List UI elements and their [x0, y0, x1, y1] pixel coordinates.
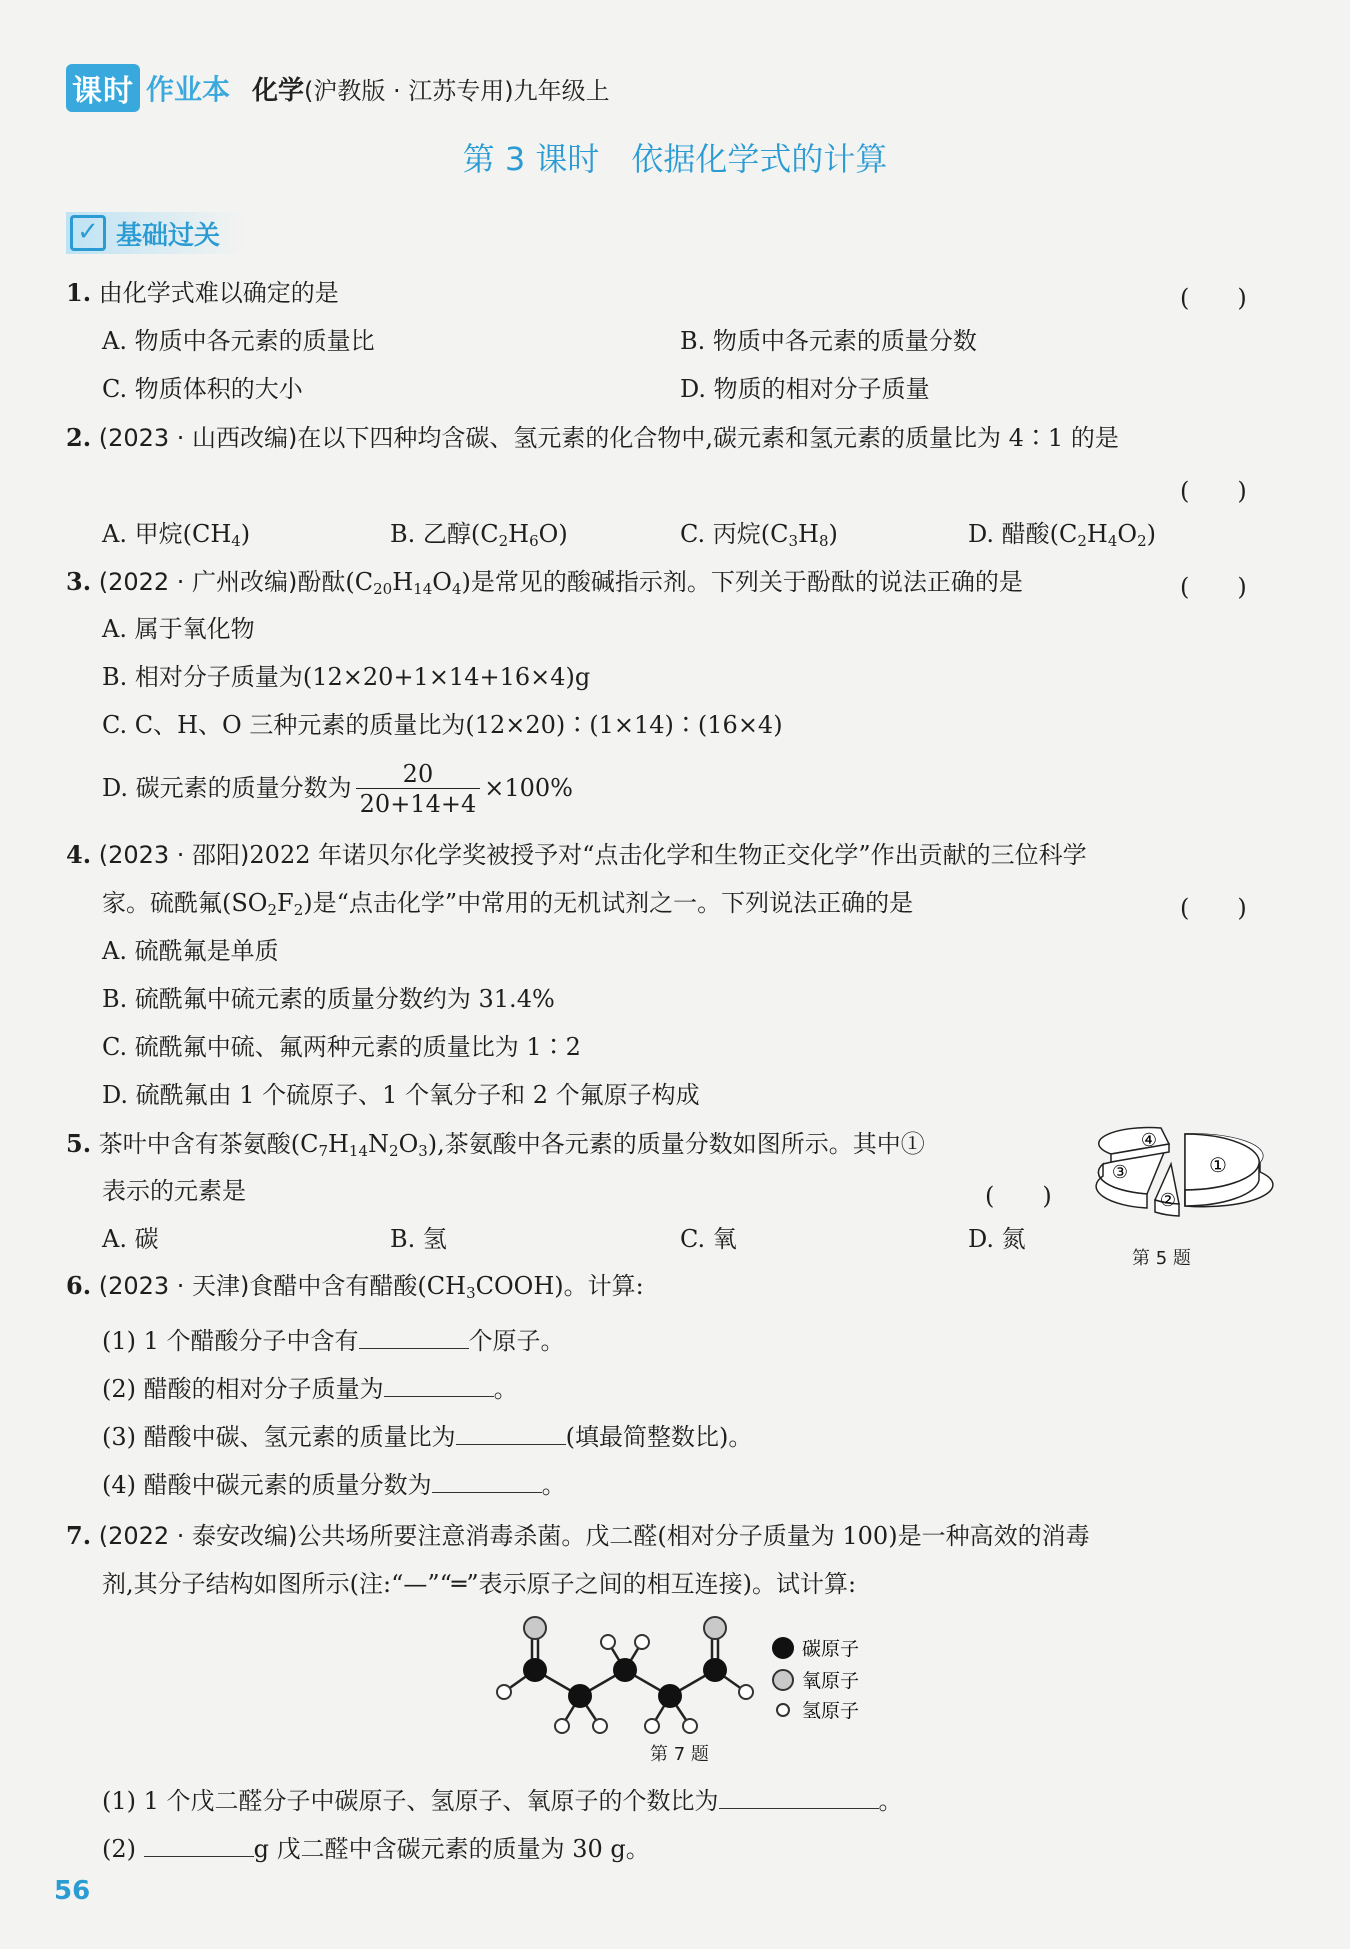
brand-logo: 课时 — [66, 64, 140, 112]
hydrogen-atom — [739, 1685, 753, 1699]
carbon-atom — [613, 1658, 637, 1682]
section-badge — [66, 212, 244, 254]
q5-option-c: C. 氧 — [680, 1225, 737, 1253]
q2-option-c: C. 丙烷$(C_3H_8)$ — [680, 520, 838, 550]
answer-blank[interactable] — [456, 1420, 566, 1445]
q6-part1: (1) 1 个醋酸分子中含有 个原子。 — [102, 1324, 565, 1356]
q5-option-d: D. 氮 — [968, 1225, 1026, 1253]
q1-option-d: D. 物质的相对分子质量 — [680, 375, 930, 403]
q4-option-b: B. 硫酰氟中硫元素的质量分数约为 31.4% — [102, 985, 555, 1013]
q3-answer-paren[interactable]: ( ) — [1180, 573, 1247, 601]
q5-stem-line1: 5. 茶叶中含有茶氨酸$(C_7H_{14}N_2O_3)$,茶氨酸中各元素的质量分数如图所示。其中① — [66, 1129, 925, 1160]
q3-option-a: A. 属于氧化物 — [102, 615, 255, 643]
legend-carbon-icon — [772, 1637, 794, 1659]
q1-stem: 1. 由化学式难以确定的是 — [66, 278, 339, 307]
q1-option-c: C. 物质体积的大小 — [102, 375, 303, 403]
q1-answer-paren[interactable]: ( ) — [1180, 284, 1247, 312]
legend-hydrogen-label: 氢原子 — [802, 1700, 860, 1722]
q2-option-b: B. 乙醇$(C_2H_6O)$ — [390, 520, 568, 550]
carbon-atom — [568, 1684, 592, 1708]
q3-option-d: D. 碳元素的质量分数为 $\frac{20}{20+14+4}$ ×100% — [102, 760, 573, 818]
page-number: 56 — [54, 1876, 91, 1906]
q5-option-b: B. 氢 — [390, 1225, 447, 1253]
q5-answer-paren[interactable]: ( ) — [985, 1182, 1052, 1210]
q5-stem-line2: 表示的元素是 — [102, 1177, 246, 1205]
pie-label-4: ④ — [1140, 1130, 1158, 1151]
q4-option-d: D. 硫酰氟由 1 个硫原子、1 个氧分子和 2 个氟原子构成 — [102, 1081, 700, 1109]
q4-stem-line1: 4. (2023 · 邵阳)2022 年诺贝尔化学奖被授予对“点击化学和生物正交化学”作出贡献的三位科学 — [66, 840, 1087, 869]
q5-pie-figure — [1075, 1124, 1275, 1244]
q4-option-c: C. 硫酰氟中硫、氟两种元素的质量比为 1∶2 — [102, 1033, 581, 1061]
answer-blank[interactable] — [719, 1784, 879, 1809]
fraction: $\frac{20}{20+14+4}$ — [356, 760, 481, 819]
hydrogen-atom — [497, 1685, 511, 1699]
q4-option-a: A. 硫酰氟是单质 — [102, 937, 279, 965]
pie-label-3: ③ — [1111, 1162, 1129, 1183]
answer-blank[interactable] — [359, 1324, 469, 1349]
legend-oxygen-label: 氧原子 — [802, 1670, 860, 1692]
q4-stem-line2: 家。硫酰氟$(SO_2F_2)$是“点击化学”中常用的无机试剂之一。下列说法正确的是 — [102, 889, 914, 919]
pie-label-2: ② — [1159, 1190, 1177, 1211]
q7-stem-line2: 剂,其分子结构如图所示(注:“—”“═”表示原子之间的相互连接)。试计算: — [102, 1570, 857, 1598]
q2-answer-paren[interactable]: ( ) — [1180, 477, 1247, 505]
legend-hydrogen-icon — [777, 1704, 789, 1716]
carbon-atom — [523, 1658, 547, 1682]
q7-figure-caption: 第 7 题 — [650, 1744, 709, 1765]
hydrogen-atom — [635, 1635, 649, 1649]
legend-carbon-label: 碳原子 — [802, 1638, 860, 1660]
hydrogen-atom — [645, 1719, 659, 1733]
q3-option-c: C. C、H、O 三种元素的质量比为(12×20)∶(1×14)∶(16×4) — [102, 711, 783, 739]
answer-blank[interactable] — [144, 1832, 254, 1857]
q7-molecule-figure — [490, 1614, 890, 1744]
hydrogen-atom — [555, 1719, 569, 1733]
q2-option-d: D. 醋酸$(C_2H_4O_2)$ — [968, 520, 1157, 550]
q5-option-a: A. 碳 — [102, 1225, 159, 1253]
q7-part1: (1) 1 个戊二醛分子中碳原子、氢原子、氧原子的个数比为 。 — [102, 1784, 903, 1816]
q3-option-b: B. 相对分子质量为(12×20+1×14+16×4)g — [102, 663, 591, 691]
hydrogen-atom — [593, 1719, 607, 1733]
q7-part2: (2) g 戊二醛中含碳元素的质量为 30 g。 — [102, 1832, 650, 1864]
q6-part3: (3) 醋酸中碳、氢元素的质量比为 (填最简整数比)。 — [102, 1420, 752, 1452]
checkmark-icon: ✓ — [70, 215, 106, 251]
lesson-title: 第 3 课时 依据化学式的计算 — [462, 140, 888, 178]
brand-name: 作业本 — [146, 73, 231, 106]
q6-part4: (4) 醋酸中碳元素的质量分数为 。 — [102, 1468, 566, 1500]
q7-stem-line1: 7. (2022 · 泰安改编)公共场所要注意消毒杀菌。戊二醛(相对分子质量为 100)是一种高效的消毒 — [66, 1521, 1090, 1550]
q3-stem: 3. (2022 · 广州改编)酚酞$(C_{20}H_{14}O_4)$是常见的酸碱指示剂。下列关于酚酞的说法正确的是 — [66, 567, 1023, 598]
pie-label-1: ① — [1209, 1153, 1227, 1177]
subject-line: 化学(沪教版 · 江苏专用)九年级上 — [252, 75, 610, 106]
answer-blank[interactable] — [432, 1468, 542, 1493]
hydrogen-atom — [601, 1635, 615, 1649]
q6-part2: (2) 醋酸的相对分子质量为 。 — [102, 1372, 518, 1404]
q2-stem: 2. (2023 · 山西改编)在以下四种均含碳、氢元素的化合物中,碳元素和氢元素的质量比为 4∶1 的是 — [66, 423, 1119, 452]
legend-oxygen-icon — [773, 1670, 793, 1690]
q1-option-a: A. 物质中各元素的质量比 — [102, 327, 375, 355]
q4-answer-paren[interactable]: ( ) — [1180, 894, 1247, 922]
section-title: 基础过关 — [116, 220, 221, 251]
oxygen-atom — [524, 1617, 546, 1639]
q5-figure-caption: 第 5 题 — [1132, 1248, 1191, 1269]
q6-stem: 6. (2023 · 天津)食醋中含有醋酸$(CH_3COOH)$。计算: — [66, 1271, 644, 1302]
q1-option-b: B. 物质中各元素的质量分数 — [680, 327, 977, 355]
carbon-atom — [703, 1658, 727, 1682]
q2-option-a: A. 甲烷$(CH_4)$ — [102, 520, 251, 550]
hydrogen-atom — [683, 1719, 697, 1733]
oxygen-atom — [704, 1617, 726, 1639]
answer-blank[interactable] — [384, 1372, 494, 1397]
page-header — [66, 66, 610, 110]
carbon-atom — [658, 1684, 682, 1708]
